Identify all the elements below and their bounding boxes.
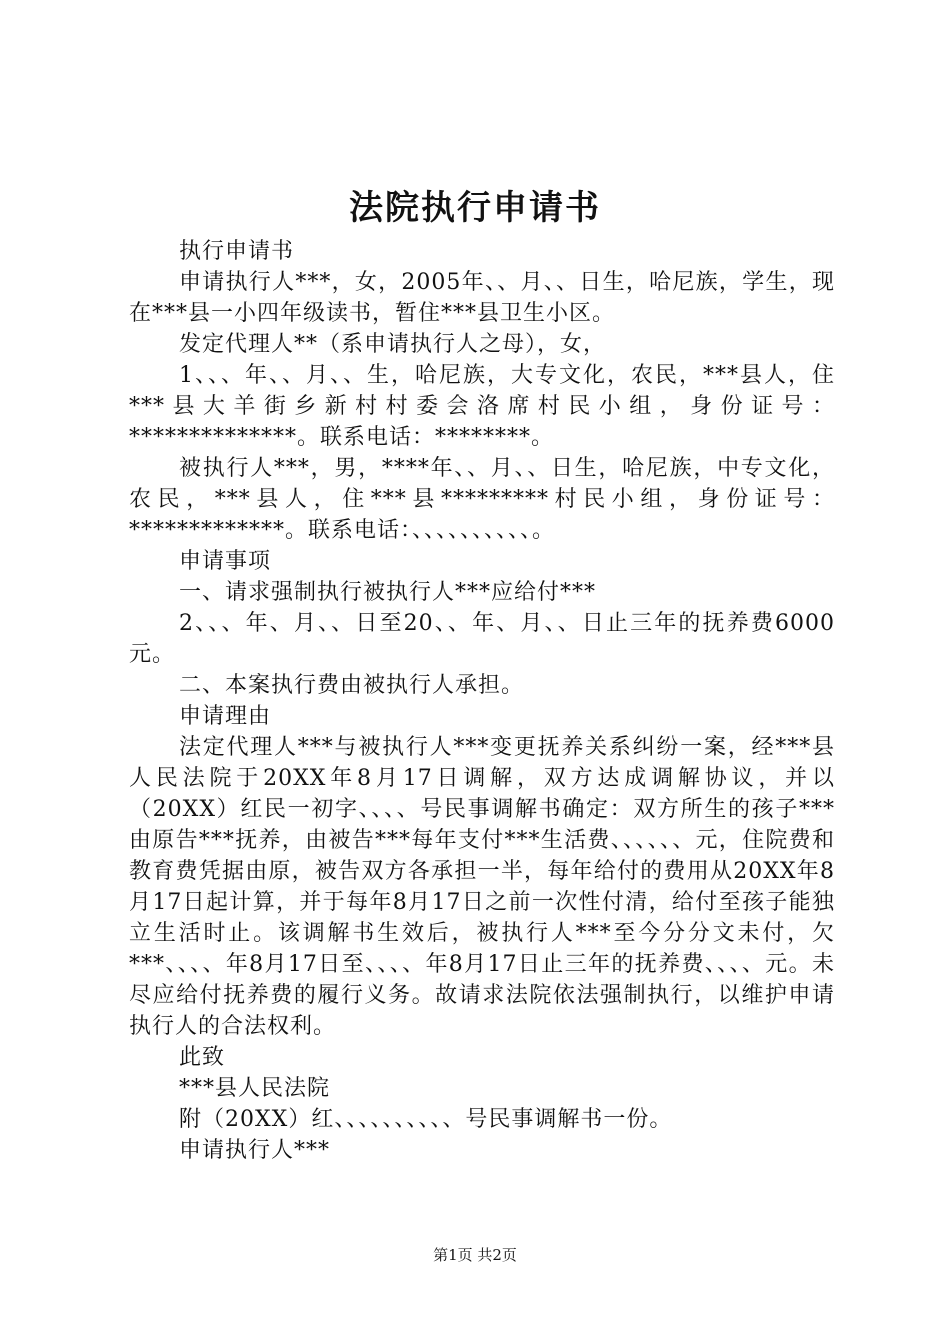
section-heading-reasons: 申请理由: [179, 704, 272, 729]
request-item-2: 二、本案执行费由被执行人承担。: [179, 673, 525, 698]
request-item-1: 一、请求强制执行被执行人***应给付***: [179, 580, 597, 605]
page-footer: 第1页 共2页: [433, 1246, 517, 1264]
request-item-1-detail: 2、、、年、月、、日至20、、年、月、、日止三年的抚养费6000元。: [129, 611, 835, 667]
paragraph-respondent: 被执行人***，男，****年、、月、、日生，哈尼族，中专文化，农民，***县人，住***县*********村民小组，身份证号：*************。联系电话：、、、、、、、、、、。: [129, 456, 835, 543]
document-title: 法院执行申请书: [349, 188, 601, 228]
section-heading-requests: 申请事项: [179, 549, 272, 574]
paragraph-applicant: 申请执行人***，女，2005年、、月、、日生，哈尼族，学生，现在***县一小四年级读书，暂住***县卫生小区。: [129, 270, 835, 326]
paragraph-legal-agent: 发定代理人**（系申请执行人之母），女，: [179, 332, 607, 357]
paragraph-reasons: 法定代理人***与被执行人***变更抚养关系纠纷一案，经***县人民法院于20XX年8月17日调解，双方达成调解协议，并以（20XX）红民一初字、、、、号民事调解书确定：双方所生的孩子***由原告***抚养，由被告***每年支付***生活费、、、、、、元，住院费和教育费凭据由原，被告双方各承担一半，每年给付的费用从20XX年8月17日起计算，并于每年8月17日之前一次性付清，给付至孩子能独立生活时止。该调解书生效后，被执行人***至今分分文未付，欠***、、、、年8月17日至、、、、年8月17日止三年的抚养费、、、、元。未尽应给付抚养费的履行义务。故请求法院依法强制执行，以维护申请执行人的合法权利。: [129, 735, 835, 1039]
addressee-court: ***县人民法院: [179, 1076, 331, 1101]
signature-line: 申请执行人***: [179, 1138, 331, 1163]
paragraph-heading: 执行申请书: [179, 239, 295, 264]
document-body: [129, 236, 835, 1166]
paragraph-agent-details: 1、、、年、、月、、生，哈尼族，大专文化，农民，***县人，住***县大羊街乡新村村委会洛席村民小组，身份证号：**************。联系电话：********。: [129, 363, 835, 450]
attachment-note: 附（20XX）红、、、、、、、、、、号民事调解书一份。: [179, 1107, 673, 1132]
closing-salutation: 此致: [179, 1045, 226, 1070]
